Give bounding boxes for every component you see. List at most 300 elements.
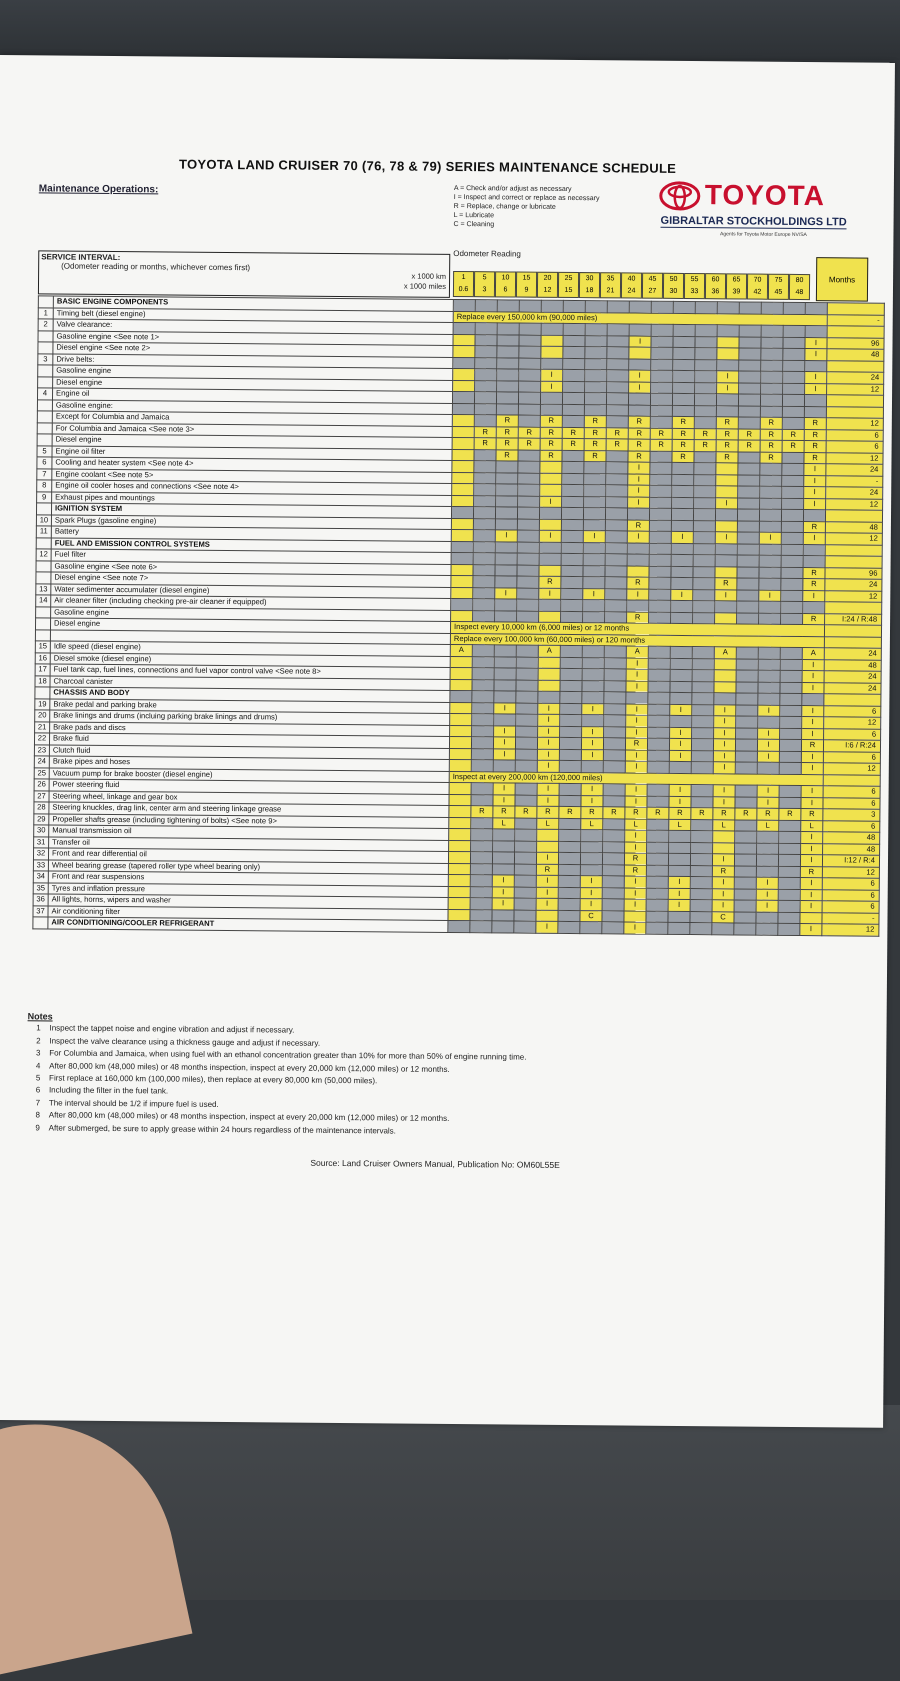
interval-cell: [690, 911, 712, 923]
item-number: [37, 411, 52, 423]
interval-cell: [452, 495, 474, 507]
item-number: 31: [34, 836, 49, 848]
interval-cell: [627, 554, 649, 566]
km-value: 1: [461, 274, 466, 282]
note-text: After 80,000 km (48,000 miles) or 48 months inspection, inspect at every 20,000 km (12,000 miles) or 12 months.: [49, 1061, 450, 1074]
interval-cell: [471, 840, 493, 852]
interval-cell: R: [803, 613, 825, 625]
item-label: BASIC ENGINE COMPONENTS: [53, 296, 453, 311]
interval-cell: I: [800, 901, 822, 913]
interval-cell: R: [471, 806, 493, 818]
item-label: Drive belts:: [53, 353, 453, 368]
interval-cell: [693, 612, 715, 624]
interval-cell: [451, 552, 473, 564]
item-label: Tyres and inflation pressure: [48, 882, 448, 897]
interval-cell: [563, 300, 585, 312]
interval-col-10: [663, 273, 684, 299]
interval-cell: R: [606, 439, 628, 451]
interval-cell: [668, 853, 690, 865]
interval-cell: [558, 864, 580, 876]
interval-cell: [602, 864, 624, 876]
interval-cell: [693, 532, 715, 544]
interval-cell: [761, 348, 783, 360]
interval-cell: [518, 392, 540, 404]
interval-cell: [779, 785, 801, 797]
item-label: Exhaust pipes and mountings: [52, 491, 452, 506]
interval-cell: [651, 382, 673, 394]
months-value: 48: [824, 659, 881, 671]
interval-cell: [517, 565, 539, 577]
interval-cell: [518, 484, 540, 496]
interval-cell: [518, 461, 540, 473]
interval-cell: I: [802, 705, 824, 717]
interval-cell: [737, 509, 759, 521]
unit-labels: [404, 272, 446, 292]
interval-cell: I: [712, 900, 734, 912]
item-label: Timing belt (diesel engine): [53, 307, 453, 322]
interval-cell: I: [626, 680, 648, 692]
item-label: Gasoline engine: [53, 365, 453, 380]
item-number: 19: [35, 698, 50, 710]
interval-cell: [671, 543, 693, 555]
interval-cell: [694, 417, 716, 429]
interval-cell: [519, 358, 541, 370]
item-label: Gasoline engine <See note 6>: [51, 560, 451, 575]
months-value: 12: [822, 866, 879, 878]
interval-cell: I: [624, 887, 646, 899]
interval-cell: [519, 323, 541, 335]
mile-value: 12: [543, 286, 552, 294]
interval-col-7: [600, 272, 621, 298]
months-value: [824, 636, 881, 648]
item-label: Clutch fluid: [49, 744, 449, 759]
interval-cell: I: [493, 783, 515, 795]
interval-cell: [452, 472, 474, 484]
interval-cell: I: [538, 714, 560, 726]
interval-cell: I: [668, 888, 690, 900]
interval-cell: [603, 749, 625, 761]
interval-cell: [780, 647, 802, 659]
interval-cell: [605, 508, 627, 520]
interval-cell: [647, 830, 669, 842]
interval-cell: [582, 680, 604, 692]
interval-cell: [716, 394, 738, 406]
interval-cell: [538, 668, 560, 680]
interval-cell: I: [627, 588, 649, 600]
interval-cell: [735, 796, 757, 808]
item-number: 32: [33, 848, 48, 860]
interval-cell: [715, 509, 737, 521]
interval-cell: I: [536, 875, 558, 887]
item-label: Transfer oil: [49, 836, 449, 851]
interval-cell: I: [539, 530, 561, 542]
interval-cell: [628, 404, 650, 416]
item-number: [36, 572, 51, 584]
interval-cell: [736, 704, 758, 716]
item-number: [36, 537, 51, 549]
interval-col-1: [474, 271, 495, 297]
interval-cell: [540, 473, 562, 485]
interval-cell: [759, 555, 781, 567]
company-name: GIBRALTAR STOCKHOLDINGS LTD: [660, 214, 847, 229]
interval-cell: [540, 484, 562, 496]
interval-cell: [561, 507, 583, 519]
interval-cell: [494, 656, 516, 668]
interval-cell: R: [782, 429, 804, 441]
months-value: [824, 694, 881, 706]
item-number: 7: [37, 468, 52, 480]
interval-cell: [627, 565, 649, 577]
interval-cell: [604, 703, 626, 715]
interval-cell: [448, 909, 470, 921]
interval-cell: [780, 705, 802, 717]
interval-cell: [473, 553, 495, 565]
interval-cell: I: [713, 739, 735, 751]
interval-cell: L: [493, 817, 515, 829]
interval-cell: L: [537, 818, 559, 830]
interval-cell: [648, 692, 670, 704]
interval-cell: [649, 531, 671, 543]
interval-cell: [672, 405, 694, 417]
item-number: 3: [38, 353, 53, 365]
interval-cell: [778, 877, 800, 889]
interval-cell: [673, 347, 695, 359]
interval-cell: I: [756, 877, 778, 889]
interval-cell: R: [801, 809, 823, 821]
km-value: 30: [585, 275, 594, 283]
interval-cell: R: [760, 452, 782, 464]
interval-cell: [471, 783, 493, 795]
interval-cell: R: [804, 418, 826, 430]
interval-cell: [560, 668, 582, 680]
item-label: Gasoline engine:: [52, 399, 452, 414]
interval-cell: [492, 921, 514, 933]
interval-cell: [692, 704, 714, 716]
item-label: Valve clearance:: [53, 319, 453, 334]
interval-cell: [736, 670, 758, 682]
interval-cell: [562, 461, 584, 473]
interval-cell: [717, 336, 739, 348]
item-number: [35, 629, 50, 641]
interval-cell: R: [584, 450, 606, 462]
interval-cell: [778, 900, 800, 912]
interval-cell: [717, 348, 739, 360]
legend: [453, 184, 599, 230]
interval-cell: [496, 461, 518, 473]
interval-cell: [758, 647, 780, 659]
interval-cell: [517, 576, 539, 588]
interval-cell: [647, 796, 669, 808]
interval-cell: [627, 600, 649, 612]
interval-cell: I: [493, 737, 515, 749]
interval-cell: [451, 506, 473, 518]
interval-cell: [778, 854, 800, 866]
interval-cell: [517, 553, 539, 565]
item-label: Power steering fluid: [49, 779, 449, 794]
interval-cell: [717, 302, 739, 314]
interval-cell: [515, 795, 537, 807]
interval-cell: [541, 323, 563, 335]
interval-cell: [473, 518, 495, 530]
interval-cell: [559, 749, 581, 761]
interval-cell: [450, 690, 472, 702]
interval-cell: I: [669, 750, 691, 762]
interval-cell: [453, 322, 475, 334]
interval-cell: [606, 496, 628, 508]
interval-cell: I: [583, 588, 605, 600]
interval-cell: A: [626, 646, 648, 658]
months-value: 12: [822, 924, 879, 936]
interval-cell: [604, 657, 626, 669]
interval-cell: I: [668, 899, 690, 911]
interval-cell: [584, 404, 606, 416]
interval-cell: [759, 521, 781, 533]
item-number: 25: [34, 767, 49, 779]
months-value: 48: [827, 349, 884, 361]
interval-cell: I: [671, 589, 693, 601]
interval-col-16: [789, 274, 810, 300]
interval-cell: [495, 507, 517, 519]
interval-cell: [516, 668, 538, 680]
interval-cell: [695, 359, 717, 371]
interval-cell: [758, 682, 780, 694]
interval-cell: [580, 853, 602, 865]
interval-cell: [736, 716, 758, 728]
interval-cell: I: [714, 704, 736, 716]
interval-cell: [735, 762, 757, 774]
interval-cell: R: [803, 567, 825, 579]
interval-cell: [449, 817, 471, 829]
item-label: AIR CONDITIONING/COOLER REFRIGERANT: [48, 917, 448, 932]
note-text: The interval should be 1/2 if impure fuel is used.: [48, 1098, 219, 1109]
legend-item: A = Check and/or adjust as necessary: [453, 184, 572, 193]
interval-cell: [646, 865, 668, 877]
item-label: Idle speed (diesel engine): [50, 641, 450, 656]
interval-cell: I: [580, 887, 602, 899]
interval-cell: [452, 391, 474, 403]
interval-cell: [760, 498, 782, 510]
interval-cell: [691, 785, 713, 797]
months-value: 24: [827, 372, 884, 384]
item-label: Cooling and heater system <See note 4>: [52, 457, 452, 472]
interval-cell: [516, 657, 538, 669]
item-number: 36: [33, 894, 48, 906]
interval-cell: [738, 405, 760, 417]
interval-cell: [692, 716, 714, 728]
months-value: 6: [823, 786, 880, 798]
interval-cell: [737, 555, 759, 567]
interval-cell: [517, 599, 539, 611]
item-label: Battery: [51, 526, 451, 541]
item-label: Fuel tank cap, fuel lines, connections and fuel vapor control valve <See note 8>: [50, 664, 450, 679]
interval-col-11: [684, 273, 705, 299]
months-value: 12: [827, 383, 884, 395]
interval-cell: [451, 575, 473, 587]
mile-value: 27: [648, 287, 657, 295]
interval-note: Replace every 100,000 km (60,000 miles) or 120 months: [450, 633, 824, 648]
interval-cell: I: [629, 381, 651, 393]
interval-cell: [471, 829, 493, 841]
interval-cell: R: [757, 808, 779, 820]
interval-cell: [734, 865, 756, 877]
interval-cell: [562, 415, 584, 427]
interval-cell: [646, 899, 668, 911]
interval-cell: I: [804, 475, 826, 487]
months-value: 12: [824, 717, 881, 729]
interval-cell: R: [713, 808, 735, 820]
interval-cell: [560, 680, 582, 692]
interval-cell: [627, 542, 649, 554]
item-label: Wheel bearing grease (tapered roller type wheel bearing only): [48, 859, 448, 874]
interval-cell: R: [738, 428, 760, 440]
interval-cell: [450, 713, 472, 725]
interval-cell: I: [668, 876, 690, 888]
interval-cell: [782, 406, 804, 418]
interval-cell: I: [759, 532, 781, 544]
interval-cell: [671, 577, 693, 589]
interval-cell: [517, 530, 539, 542]
item-number: 12: [36, 549, 51, 561]
interval-cell: [691, 762, 713, 774]
interval-cell: [448, 874, 470, 886]
months-header: Months: [816, 257, 868, 301]
km-value: 55: [690, 276, 699, 284]
interval-cell: [738, 394, 760, 406]
interval-cell: I: [626, 703, 648, 715]
interval-cell: [671, 600, 693, 612]
interval-cell: R: [539, 576, 561, 588]
item-number: 1: [38, 307, 53, 319]
interval-cell: [470, 852, 492, 864]
item-label: Brake pads and discs: [50, 721, 450, 736]
item-number: 23: [34, 744, 49, 756]
interval-cell: [692, 693, 714, 705]
interval-cell: [603, 830, 625, 842]
interval-cell: [739, 359, 761, 371]
interval-cell: [558, 887, 580, 899]
interval-cell: [782, 475, 804, 487]
item-number: [38, 296, 53, 308]
item-number: 13: [36, 583, 51, 595]
interval-cell: [449, 840, 471, 852]
note-text: First replace at 160,000 km (100,000 miles), then replace at every 80,000 km (50,000 miles).: [49, 1073, 378, 1086]
interval-cell: [646, 911, 668, 923]
interval-cell: [758, 716, 780, 728]
interval-cell: [516, 680, 538, 692]
interval-cell: [471, 817, 493, 829]
interval-cell: R: [625, 738, 647, 750]
interval-cell: [671, 554, 693, 566]
interval-cell: [471, 760, 493, 772]
months-value: 24: [825, 579, 882, 591]
interval-cell: I: [626, 669, 648, 681]
interval-cell: [449, 794, 471, 806]
interval-cell: [583, 611, 605, 623]
interval-cell: [714, 681, 736, 693]
interval-cell: [584, 473, 606, 485]
interval-cell: [602, 853, 624, 865]
interval-cell: R: [540, 427, 562, 439]
interval-cell: [781, 578, 803, 590]
interval-cell: [495, 553, 517, 565]
interval-cell: I: [802, 659, 824, 671]
interval-cell: [452, 414, 474, 426]
item-label: Engine oil: [52, 388, 452, 403]
interval-cell: R: [540, 438, 562, 450]
interval-cell: I: [802, 671, 824, 683]
interval-cell: [475, 357, 497, 369]
interval-cell: [695, 348, 717, 360]
interval-cell: [629, 301, 651, 313]
interval-cell: [451, 541, 473, 553]
interval-cell: [781, 601, 803, 613]
interval-cell: [737, 589, 759, 601]
interval-cell: [604, 726, 626, 738]
interval-cell: R: [735, 808, 757, 820]
interval-cell: [738, 486, 760, 498]
interval-cell: [472, 656, 494, 668]
mile-value: 0.6: [458, 286, 469, 294]
months-value: 24: [826, 464, 883, 476]
interval-cell: [629, 347, 651, 359]
interval-cell: I: [759, 590, 781, 602]
item-label: Fuel filter: [51, 549, 451, 564]
interval-cell: [756, 912, 778, 924]
interval-cell: [562, 392, 584, 404]
interval-cell: [558, 875, 580, 887]
interval-cell: [495, 610, 517, 622]
interval-cell: [517, 507, 539, 519]
interval-cell: [563, 369, 585, 381]
interval-cell: I: [801, 797, 823, 809]
interval-cell: [605, 600, 627, 612]
months-value: I:6 / R:24: [823, 740, 880, 752]
months-value: 24: [824, 648, 881, 660]
interval-cell: R: [518, 438, 540, 450]
interval-cell: [739, 336, 761, 348]
mile-value: 15: [564, 286, 573, 295]
interval-cell: R: [738, 440, 760, 452]
interval-cell: [758, 693, 780, 705]
interval-cell: [738, 474, 760, 486]
maintenance-operations-heading: Maintenance Operations:: [38, 183, 159, 196]
interval-cell: [668, 865, 690, 877]
interval-col-0: [453, 271, 474, 297]
interval-cell: [541, 335, 563, 347]
interval-cell: [519, 300, 541, 312]
interval-cell: [649, 612, 671, 624]
interval-cell: R: [716, 428, 738, 440]
interval-cell: [780, 728, 802, 740]
item-label: Diesel smoke (diesel engine): [50, 652, 450, 667]
interval-cell: [449, 782, 471, 794]
interval-cell: [451, 587, 473, 599]
interval-cell: [714, 670, 736, 682]
interval-cell: [693, 578, 715, 590]
interval-col-5: [558, 272, 579, 298]
interval-cell: [646, 888, 668, 900]
interval-cell: I: [580, 876, 602, 888]
interval-col-12: [705, 273, 726, 299]
interval-cell: [759, 613, 781, 625]
interval-cell: [475, 300, 497, 312]
interval-cell: [474, 415, 496, 427]
interval-cell: R: [694, 440, 716, 452]
interval-cell: I: [628, 462, 650, 474]
interval-cell: [583, 577, 605, 589]
interval-cell: R: [672, 428, 694, 440]
interval-cell: I: [492, 875, 514, 887]
